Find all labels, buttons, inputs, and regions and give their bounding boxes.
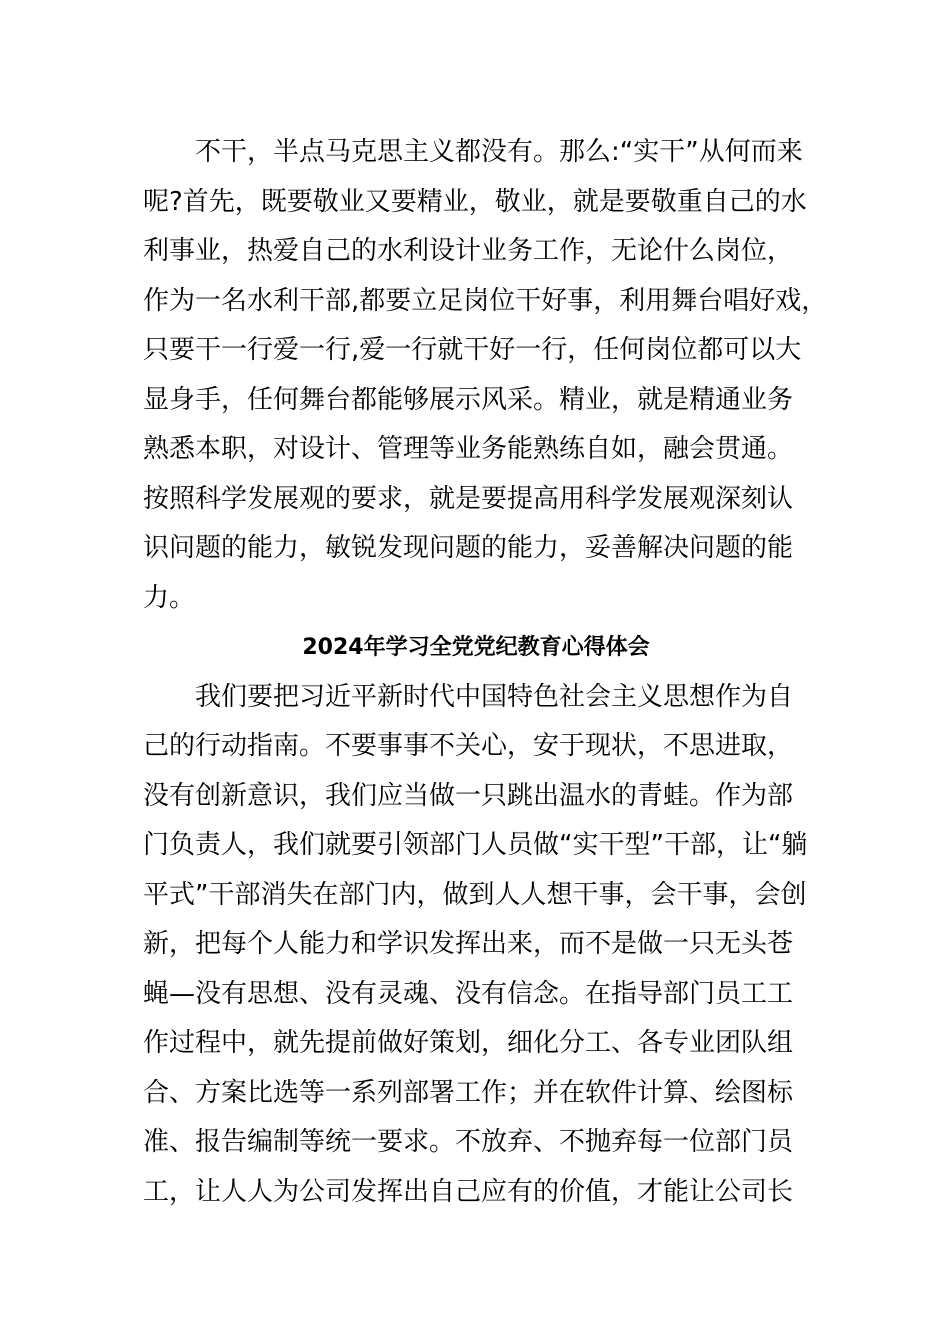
text-line: 利事业，热爱自己的水利设计业务工作，无论什么岗位， — [143, 236, 794, 266]
text-line: 呢?首先，既要敬业又要精业，敬业，就是要敬重自己的水 — [143, 186, 807, 217]
text-line: 合、方案比选等一系列部署工作；并在软件计算、绘图标 — [143, 1077, 794, 1108]
text-line: 显身手，任何舞台都能够展示风采。精业，就是精通业务 — [143, 384, 794, 415]
text-line: 门负责人，我们就要引领部门人员做“实干型”干部，让“躺 — [143, 830, 808, 860]
text-line: 己的行动指南。不要事事不关心，安于现状，不思进取， — [143, 731, 794, 761]
text-line: 按照科学发展观的要求，就是要提高用科学发展观深刻认 — [143, 483, 794, 514]
text-line: 工，让人人为公司发挥出自己应有的价值，才能让公司长 — [143, 1176, 794, 1207]
text-line: 我们要把习近平新时代中国特色社会主义思想作为自 — [195, 681, 794, 712]
text-line: 准、报告编制等统一要求。不放弃、不抛弃每一位部门员 — [143, 1127, 794, 1157]
text-line: 识问题的能力，敏锐发现问题的能力，妥善解决问题的能 — [143, 533, 794, 563]
text-line: 作过程中，就先提前做好策划，细化分工、各专业团队组 — [143, 1028, 794, 1058]
text-line: 蝇—没有思想、没有灵魂、没有信念。在指导部门员工工 — [143, 978, 794, 1009]
text-line: 不干，半点马克思主义都没有。那么:“实干”从何而来 — [195, 137, 803, 167]
text-line: 只要干一行爱一行,爱一行就干好一行，任何岗位都可以大 — [143, 335, 802, 365]
text-line: 力。 — [143, 582, 196, 613]
document-body — [143, 128, 828, 1217]
section-heading: 2024年学习全党党纪教育心得体会 — [302, 635, 650, 660]
text-line: 作为一名水利干部,都要立足岗位干好事，利用舞台唱好戏， — [143, 285, 828, 316]
text-line: 平式”干部消失在部门内，做到人人想干事，会干事，会创 — [143, 879, 807, 910]
paragraph-2 — [143, 673, 809, 1218]
text-line: 新，把每个人能力和学识发挥出来，而不是做一只无头苍 — [143, 929, 794, 959]
text-line: 没有创新意识，我们应当做一只跳出温水的青蛙。作为部 — [143, 780, 794, 811]
text-line: 熟悉本职，对设计、管理等业务能熟练自如，融会贯通。 — [143, 434, 794, 464]
paragraph-1 — [143, 128, 828, 623]
